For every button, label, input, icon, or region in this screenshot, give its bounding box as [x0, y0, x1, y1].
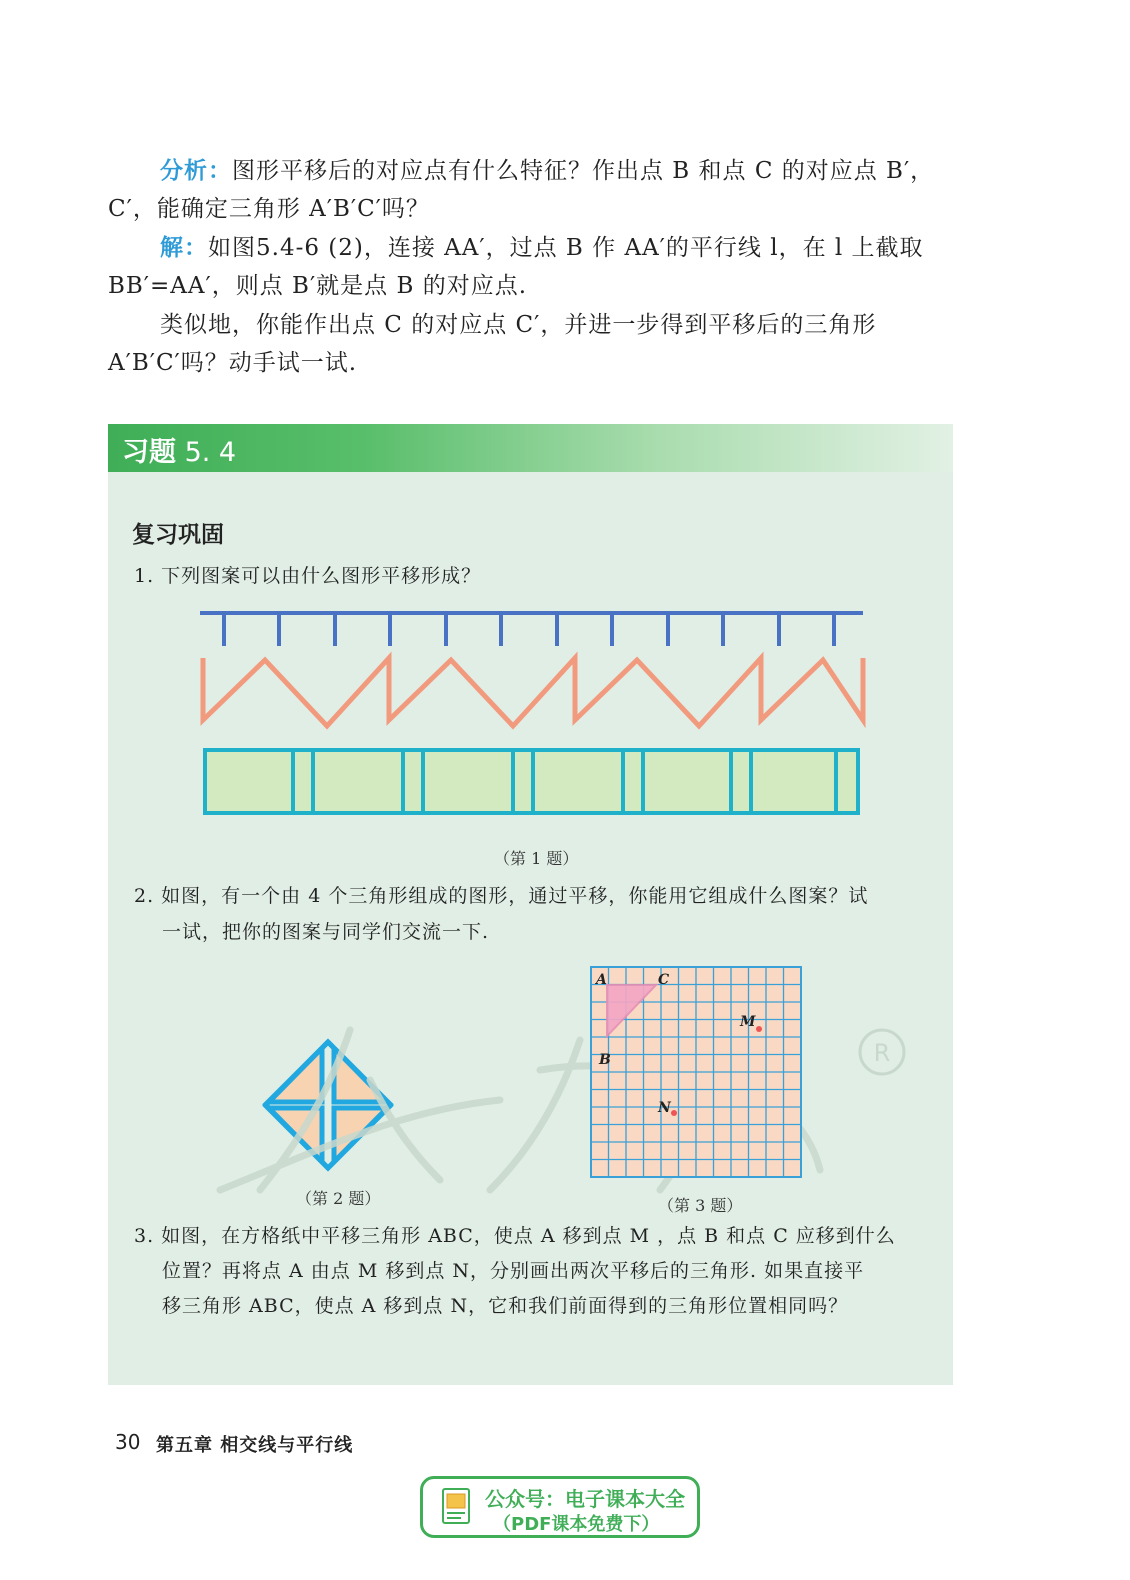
point-n — [671, 1110, 677, 1116]
solution-text-1: 如图5.4-6 (2)，连接 AA′，过点 B 作 AA′的平行线 l，在 l 上截取 — [208, 235, 924, 261]
solution-line1 — [160, 229, 924, 267]
badge-line2: （PDF课本免费下） — [493, 1514, 660, 1535]
section-title: 复习巩固 — [132, 522, 224, 548]
q1-text: 1. 下列图案可以由什么图形平移形成？ — [134, 565, 482, 587]
label-a: A — [596, 972, 607, 988]
svg-text:R: R — [873, 1039, 891, 1067]
comb-pattern — [200, 613, 863, 646]
q3-line1: 3. 如图，在方格纸中平移三角形 ABC，使点 A 移到点 M ，点 B 和点 C 应移到什么 — [134, 1225, 896, 1247]
exercise-title-bold: 习题 — [122, 437, 176, 468]
exercise-title — [122, 430, 236, 469]
q3-line2: 位置？再将点 A 由点 M 移到点 N，分别画出两次平移后的三角形. 如果直接平 — [162, 1260, 865, 1282]
label-c: C — [658, 972, 670, 988]
q2-line1: 2. 如图，有一个由 4 个三角形组成的图形，通过平移，你能用它组成什么图案？试 — [134, 885, 869, 907]
chapter-title: 第五章 相交线与平行线 — [156, 1435, 354, 1456]
exercise-header — [108, 424, 953, 472]
badge-line1: 公众号：电子课本大全 — [485, 1487, 685, 1511]
label-b: B — [599, 1052, 611, 1068]
wechat-badge — [420, 1476, 700, 1538]
label-m: M — [740, 1014, 756, 1030]
exercise-title-number: 5. 4 — [184, 437, 237, 468]
q2-caption: （第 2 题） — [296, 1189, 381, 1208]
similar-line2: A′B′C′吗？动手试一试. — [108, 350, 358, 376]
page-number: 30 — [115, 1430, 141, 1454]
analysis-text-1: 图形平移后的对应点有什么特征？作出点 B 和点 C 的对应点 B′， — [232, 158, 935, 184]
solution-label: 解： — [160, 235, 208, 261]
zigzag-pattern — [203, 658, 863, 726]
point-m — [756, 1026, 762, 1032]
analysis-line1 — [160, 152, 934, 190]
q1-patterns-figure — [195, 600, 875, 830]
analysis-label: 分析： — [160, 158, 232, 184]
label-n: N — [658, 1100, 671, 1116]
rect-pattern — [205, 750, 858, 813]
publisher-watermark — [200, 1000, 920, 1210]
q2-line2: 一试，把你的图案与同学们交流一下. — [162, 921, 490, 943]
q1-caption: （第 1 题） — [494, 849, 579, 868]
q3-caption: （第 3 题） — [658, 1196, 743, 1215]
analysis-line2: C′，能确定三角形 A′B′C′吗？ — [108, 196, 430, 222]
q3-grid-figure — [590, 966, 804, 1180]
solution-line2: BB′=AA′，则点 B′就是点 B 的对应点. — [108, 273, 528, 299]
similar-line1: 类似地，你能作出点 C 的对应点 C′，并进一步得到平移后的三角形 — [160, 312, 877, 338]
book-icon — [437, 1485, 477, 1529]
q3-line3: 移三角形 ABC，使点 A 移到点 N，它和我们前面得到的三角形位置相同吗？ — [162, 1295, 849, 1317]
